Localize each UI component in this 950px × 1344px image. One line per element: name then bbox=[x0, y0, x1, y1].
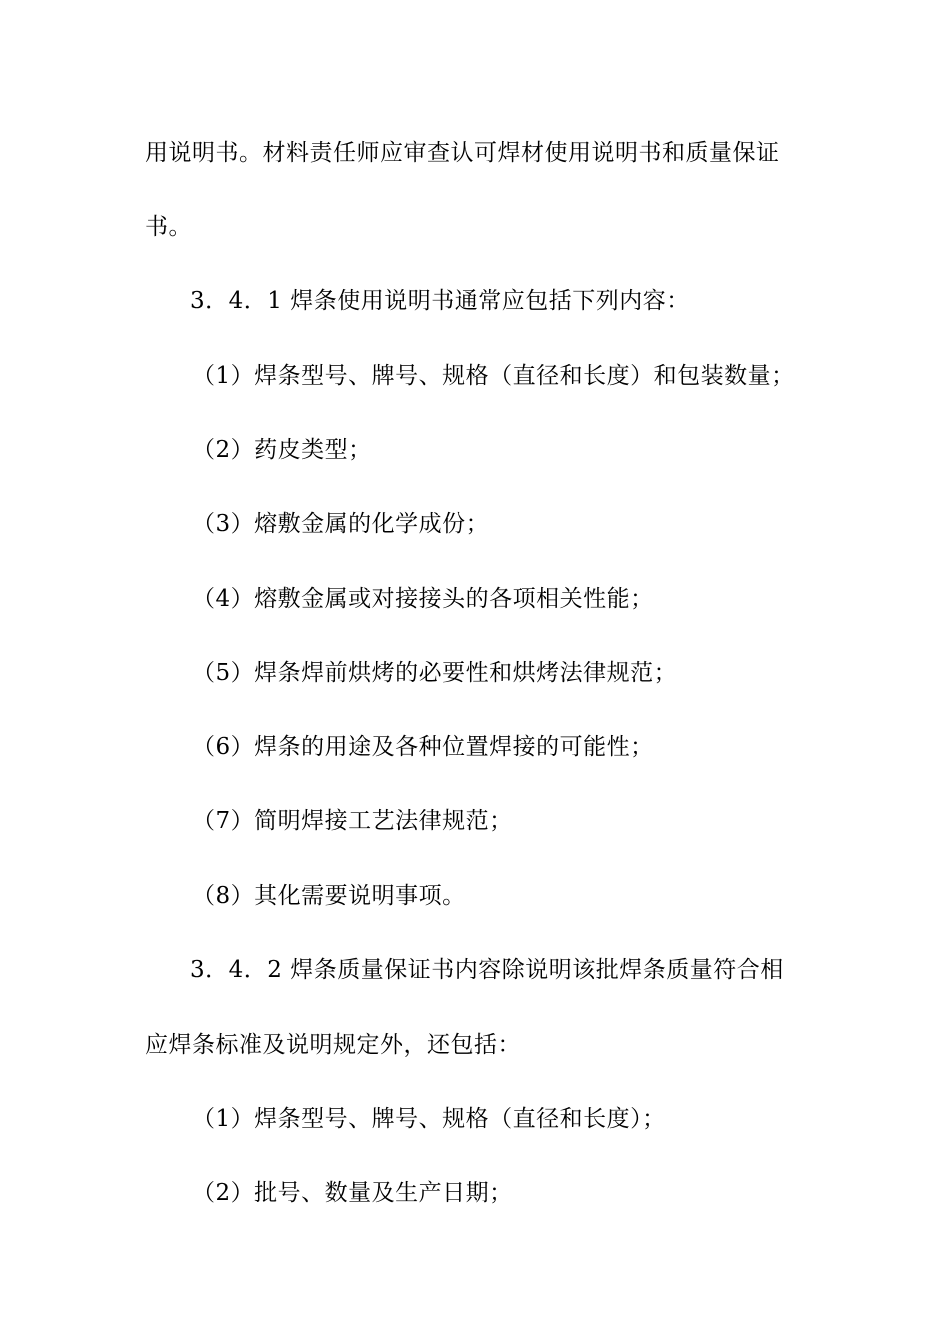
section-3-4-2-heading-continuation: 应焊条标准及说明规定外，还包括： bbox=[145, 1032, 521, 1058]
list-item: （1）焊条型号、牌号、规格（直径和长度）和包装数量； bbox=[192, 363, 795, 389]
list-item: （5）焊条焊前烘烤的必要性和烘烤法律规范； bbox=[192, 660, 678, 686]
section-3-4-2-heading: 3．4．2 焊条质量保证书内容除说明该批焊条质量符合相 bbox=[190, 957, 784, 983]
list-item: （2）批号、数量及生产日期； bbox=[192, 1180, 513, 1206]
paragraph-line-1: 用说明书。材料责任师应审查认可焊材使用说明书和质量保证 bbox=[145, 140, 780, 166]
list-item: （6）焊条的用途及各种位置焊接的可能性； bbox=[192, 734, 654, 760]
list-item: （2）药皮类型； bbox=[192, 437, 372, 463]
paragraph-line-2: 书。 bbox=[145, 214, 192, 240]
list-item: （7）简明焊接工艺法律规范； bbox=[192, 808, 513, 834]
list-item: （4）熔敷金属或对接接头的各项相关性能； bbox=[192, 586, 654, 612]
section-3-4-1-heading: 3．4．1 焊条使用说明书通常应包括下列内容： bbox=[190, 288, 690, 314]
list-item: （8）其化需要说明事项。 bbox=[192, 883, 466, 909]
list-item: （3）熔敷金属的化学成份； bbox=[192, 511, 490, 537]
list-item: （1）焊条型号、牌号、规格（直径和长度）； bbox=[192, 1106, 666, 1132]
